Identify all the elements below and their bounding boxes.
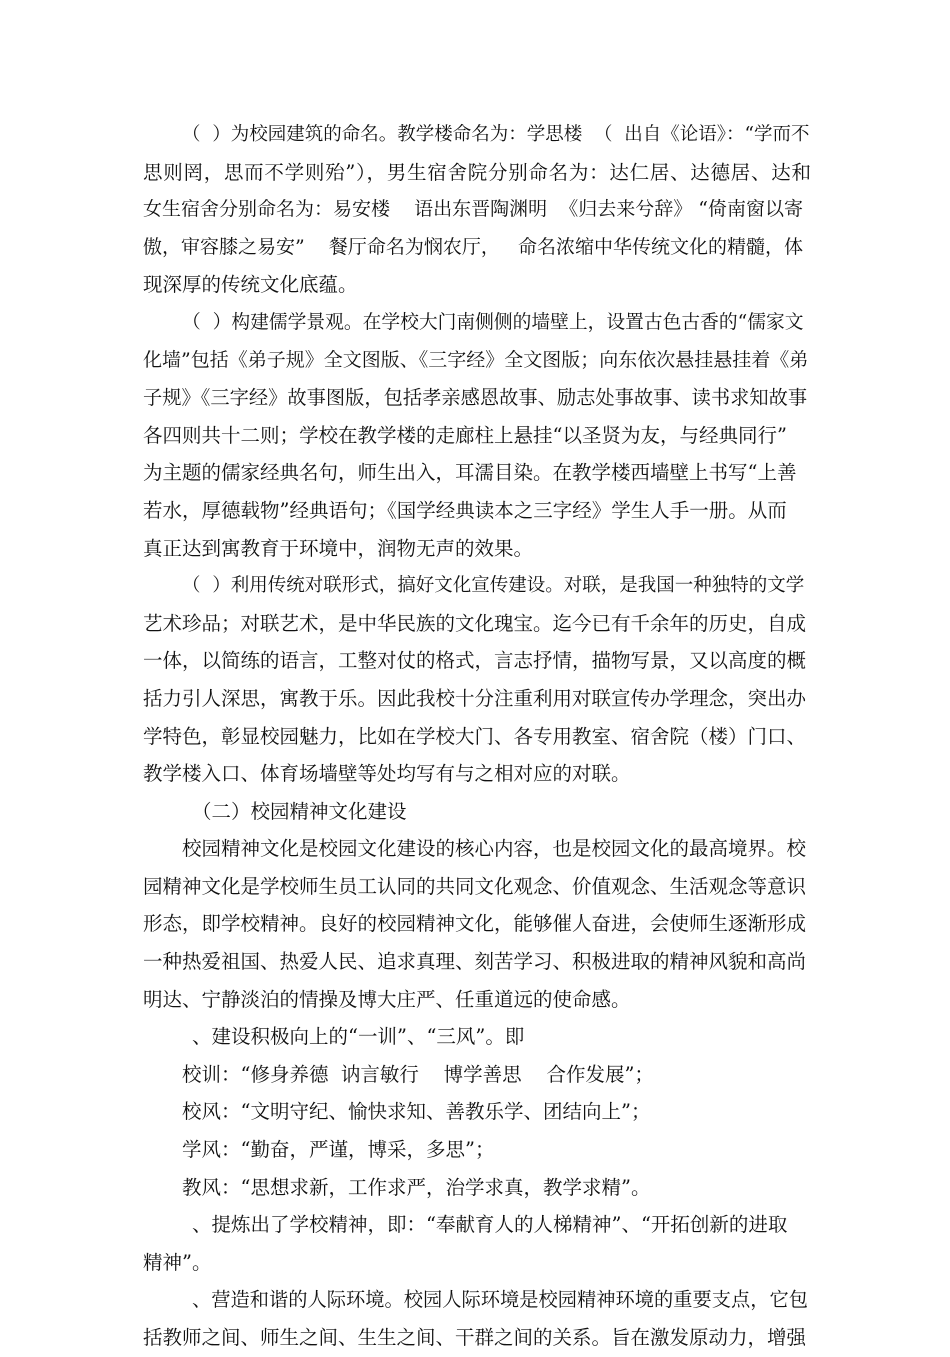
paragraph-line: （ ）利用传统对联形式，搞好文化宣传建设。对联，是我国一种独特的文学 xyxy=(182,575,805,597)
paragraph-line: 现深厚的传统文化底蕴。 xyxy=(143,273,358,297)
paragraph-line: 子规》《三字经》故事图版，包括孝亲感恩故事、励志处事故事、读书求知故事 xyxy=(143,386,808,410)
paragraph-line: 、建设积极向上的“一训”、“三风”。即 xyxy=(192,1025,525,1049)
motto-line: 校风：“文明守纪、愉快求知、善教乐学、团结向上”； xyxy=(182,1100,651,1124)
paragraph-line: 教学楼入口、体育场墙壁等处均写有与之相对应的对联。 xyxy=(143,762,631,786)
paragraph-line: 若水，厚德载物”经典语句；《国学经典读本之三字经》学生人手一册。从而 xyxy=(143,498,787,522)
paragraph-line: 括教师之间、师生之间、生生之间、干群之间的关系。旨在激发原动力，增强 xyxy=(143,1326,807,1349)
paragraph-line: 一体，以简练的语言，工整对仗的格式，言志抒情，描物写景，又以高度的概 xyxy=(143,649,807,673)
paragraph-line: 明达、宁静淡泊的情操及博大庄严、任重道远的使命感。 xyxy=(143,987,631,1011)
paragraph-line: 一种热爱祖国、热爱人民、追求真理、刻苦学习、积极进取的精神风貌和高尚 xyxy=(143,950,807,974)
paragraph-line: 思则罔，思而不学则殆”），男生宿舍院分别命名为：达仁居、达德居、达和 xyxy=(143,160,811,184)
paragraph-line: 为主题的儒家经典名句，师生出入，耳濡目染。在教学楼西墙壁上书写“上善 xyxy=(143,461,797,485)
section-heading: （二）校园精神文化建设 xyxy=(192,799,407,823)
motto-line: 校训：“修身养德 讷言敏行 博学善思 合作发展”； xyxy=(182,1062,654,1086)
paragraph-line: 形态，即学校精神。良好的校园精神文化，能够催人奋进，会使师生逐渐形成 xyxy=(143,912,807,936)
paragraph-line: 精神”。 xyxy=(143,1250,212,1274)
motto-line: 教风：“思想求新，工作求严，治学求真，教学求精”。 xyxy=(182,1175,651,1199)
paragraph-line: （ ）为校园建筑的命名。教学楼命名为：学思楼 （ 出自《论语》：“学而不 xyxy=(182,124,810,145)
paragraph-line: 化墙”包括《弟子规》全文图版、《三字经》全文图版；向东依次悬挂悬挂着《弟 xyxy=(143,348,809,371)
paragraph-line: 真正达到寓教育于环境中，润物无声的效果。 xyxy=(143,536,534,560)
paragraph-line: 括力引人深思，寓教于乐。因此我校十分注重利用对联宣传办学理念，突出办 xyxy=(143,686,807,710)
paragraph-line: 、提炼出了学校精神，即：“奉献育人的人梯精神”、“开拓创新的进取 xyxy=(192,1213,788,1237)
paragraph-line: 艺术珍品；对联艺术，是中华民族的文化瑰宝。迄今已有千余年的历史，自成 xyxy=(143,611,807,635)
paragraph-line: 女生宿舍分别命名为：易安楼 语出东晋陶渊明 《归去来兮辞》 “倚南窗以寄 xyxy=(143,198,803,221)
paragraph-line: 傲，审容膝之易安” 餐厅命名为悯农厅， 命名浓缩中华传统文化的精髓，体 xyxy=(143,235,803,258)
paragraph-line: （ ）构建儒学景观。在学校大门南侧侧的墙壁上，设置古色古香的“儒家文 xyxy=(182,311,804,333)
paragraph-line: 园精神文化是学校师生员工认同的共同文化观念、价值观念、生活观念等意识 xyxy=(143,874,807,898)
paragraph-line: 校园精神文化是校园文化建设的核心内容，也是校园文化的最高境界。校 xyxy=(182,837,807,861)
paragraph-line: 、营造和谐的人际环境。校园人际环境是校园精神环境的重要支点，它包 xyxy=(192,1288,808,1312)
motto-line: 学风：“勤奋，严谨，博采，多思”； xyxy=(182,1138,495,1162)
paragraph-line: 各四则共十二则；学校在教学楼的走廊柱上悬挂“以圣贤为友，与经典同行” xyxy=(143,423,787,447)
paragraph-line: 学特色，彰显校园魅力，比如在学校大门、各专用教室、宿舍院（楼）门口、 xyxy=(143,724,807,748)
document-page xyxy=(143,116,811,1357)
